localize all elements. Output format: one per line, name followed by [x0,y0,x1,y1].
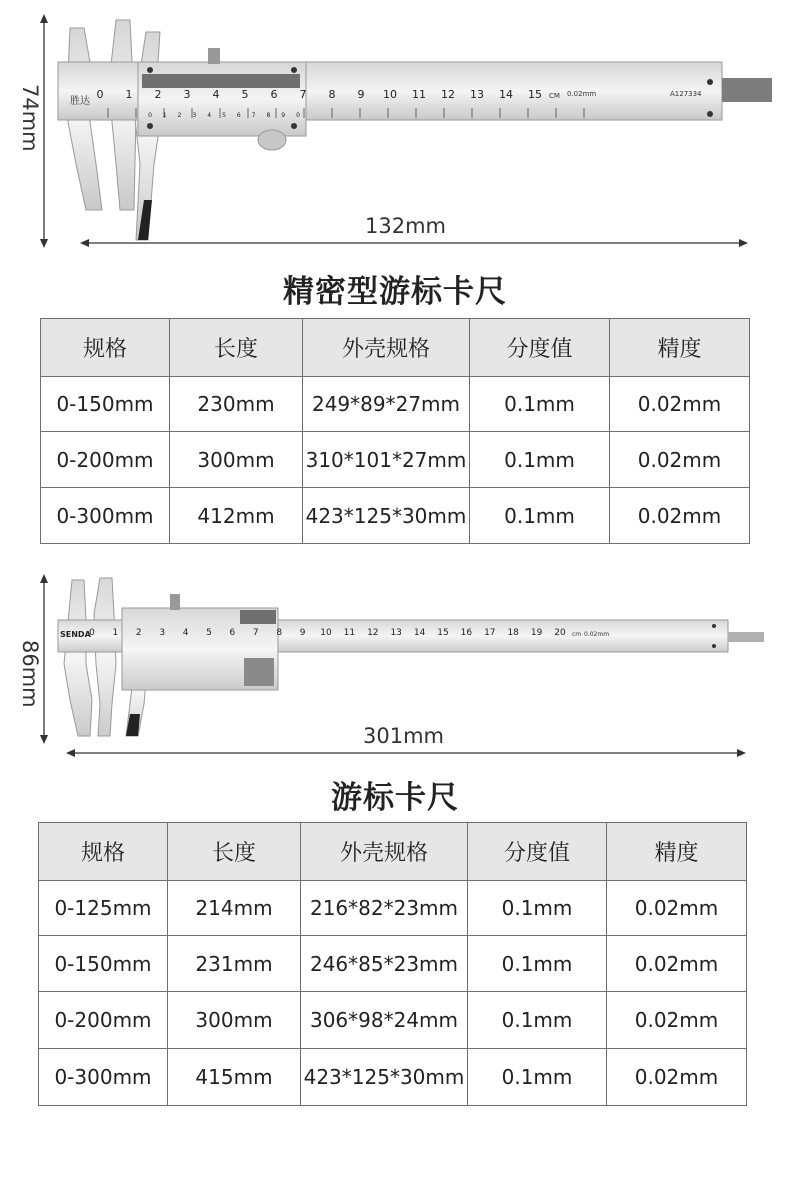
scale-number: 4 [212,88,220,101]
cell-length: 300mm [168,992,301,1049]
scale-number: 15 [528,88,542,101]
scale-number: 10 [320,628,332,638]
scale-number: 6 [229,628,236,638]
scale-number: 7 [251,112,256,119]
caliper-2-figure [0,570,790,760]
section-1-title: 精密型游标卡尺 [283,274,507,310]
scale-number: 0 [89,628,95,638]
scale-number: 12 [367,628,379,638]
table-row [39,936,747,992]
scale-number: 3 [183,88,191,101]
caliper-1-unit: CM [549,92,560,100]
cell-case-size: 249*89*27mm [303,377,470,432]
caliper-1-width-label: 132mm [365,214,446,238]
cell-precision: 0.02mm [607,936,747,992]
cell-length: 412mm [170,488,303,544]
scale-number: 16 [460,628,473,638]
scale-number: 14 [413,628,426,638]
header-precision: 精度 [607,823,747,881]
header-case-size: 外壳规格 [301,823,468,881]
caliper-1-resolution: 0.02mm [567,90,597,98]
cell-graduation: 0.1mm [470,377,610,432]
cell-length: 231mm [168,936,301,992]
cell-spec: 0-200mm [39,992,168,1049]
scale-number: 8 [266,112,271,119]
scale-number: 11 [412,88,426,101]
cell-spec: 0-200mm [41,432,170,488]
cell-case-size: 310*101*27mm [303,432,470,488]
scale-number: 0 [296,112,300,119]
scale-number: 13 [390,628,402,638]
cell-spec: 0-150mm [39,936,168,992]
cell-length: 214mm [168,881,301,936]
cell-spec: 0-300mm [39,1049,168,1106]
table-header-row [41,319,750,377]
caliper-2-unit: cm [572,631,582,638]
caliper-1-main-scale [0,88,600,102]
scale-number: 0 [96,88,104,101]
table-row [39,881,747,936]
caliper-1-serial: A127334 [670,90,702,98]
table-header-row [39,823,747,881]
cell-graduation: 0.1mm [470,432,610,488]
cell-precision: 0.02mm [607,1049,747,1106]
scale-number: 17 [484,628,496,638]
cell-precision: 0.02mm [607,992,747,1049]
scale-number: 5 [222,112,226,119]
caliper-1-figure [0,0,790,260]
table-row [41,432,750,488]
header-length: 长度 [168,823,301,881]
caliper-2-width-label: 301mm [363,724,444,748]
cell-case-size: 423*125*30mm [303,488,470,544]
scale-number: 7 [252,628,259,638]
cell-precision: 0.02mm [610,488,750,544]
cell-case-size: 306*98*24mm [301,992,468,1049]
scale-number: 8 [276,628,283,638]
cell-case-size: 423*125*30mm [301,1049,468,1106]
caliper-2-width-arrow [66,746,748,760]
scale-number: 5 [206,628,212,638]
scale-number: 18 [507,628,519,638]
spec-table-2 [38,822,747,1106]
cell-graduation: 0.1mm [468,881,607,936]
header-spec: 规格 [41,319,170,377]
caliper-2-drawing [50,574,780,746]
scale-number: 5 [241,88,249,101]
cell-precision: 0.02mm [610,432,750,488]
scale-number: 14 [499,88,513,101]
spec-table-1 [40,318,750,544]
header-spec: 规格 [39,823,168,881]
header-precision: 精度 [610,319,750,377]
caliper-1-brand: 胜达 [70,96,90,107]
scale-number: 2 [177,112,182,119]
header-case-size: 外壳规格 [303,319,470,377]
caliper-2-brand: SENDA [60,630,91,639]
caliper-2-resolution: 0.02mm [584,631,610,638]
cell-case-size: 246*85*23mm [301,936,468,992]
header-length: 长度 [170,319,303,377]
scale-number: 1 [112,628,119,638]
scale-number: 10 [383,88,397,101]
scale-number: 2 [135,628,142,638]
cell-case-size: 216*82*23mm [301,881,468,936]
cell-spec: 0-150mm [41,377,170,432]
table-row [39,992,747,1049]
cell-precision: 0.02mm [610,377,750,432]
scale-number: 6 [270,88,278,101]
table-row [41,377,750,432]
cell-graduation: 0.1mm [470,488,610,544]
caliper-1-vernier-scale [0,112,320,122]
scale-number: 11 [343,628,356,638]
cell-graduation: 0.1mm [468,936,607,992]
cell-graduation: 0.1mm [468,1049,607,1106]
scale-number: 20 [554,628,566,638]
table-row [39,1049,747,1106]
scale-number: 9 [299,628,306,638]
scale-number: 19 [530,628,543,638]
caliper-1-width-arrow [80,236,750,250]
scale-number: 7 [299,88,307,101]
scale-number: 8 [328,88,336,101]
table-row [41,488,750,544]
scale-number: 9 [281,112,286,119]
caliper-1-height-label: 74mm [18,84,42,152]
scale-number: 15 [437,628,449,638]
scale-number: 2 [154,88,162,101]
caliper-2-main-scale [0,628,600,642]
scale-number: 3 [159,628,166,638]
scale-number: 13 [470,88,484,101]
scale-number: 1 [162,112,167,119]
header-graduation: 分度值 [470,319,610,377]
header-graduation: 分度值 [468,823,607,881]
caliper-1-drawing [50,14,780,244]
cell-spec: 0-300mm [41,488,170,544]
scale-number: 0 [148,112,152,119]
scale-number: 12 [441,88,455,101]
cell-spec: 0-125mm [39,881,168,936]
cell-graduation: 0.1mm [468,992,607,1049]
scale-number: 4 [182,628,189,638]
cell-length: 415mm [168,1049,301,1106]
scale-number: 3 [192,112,197,119]
cell-precision: 0.02mm [607,881,747,936]
scale-number: 1 [125,88,133,101]
scale-number: 9 [357,88,365,101]
caliper-2-height-label: 86mm [18,640,42,708]
cell-length: 300mm [170,432,303,488]
section-2-title: 游标卡尺 [331,780,459,816]
scale-number: 6 [236,112,241,119]
scale-number: 4 [207,112,212,119]
cell-length: 230mm [170,377,303,432]
